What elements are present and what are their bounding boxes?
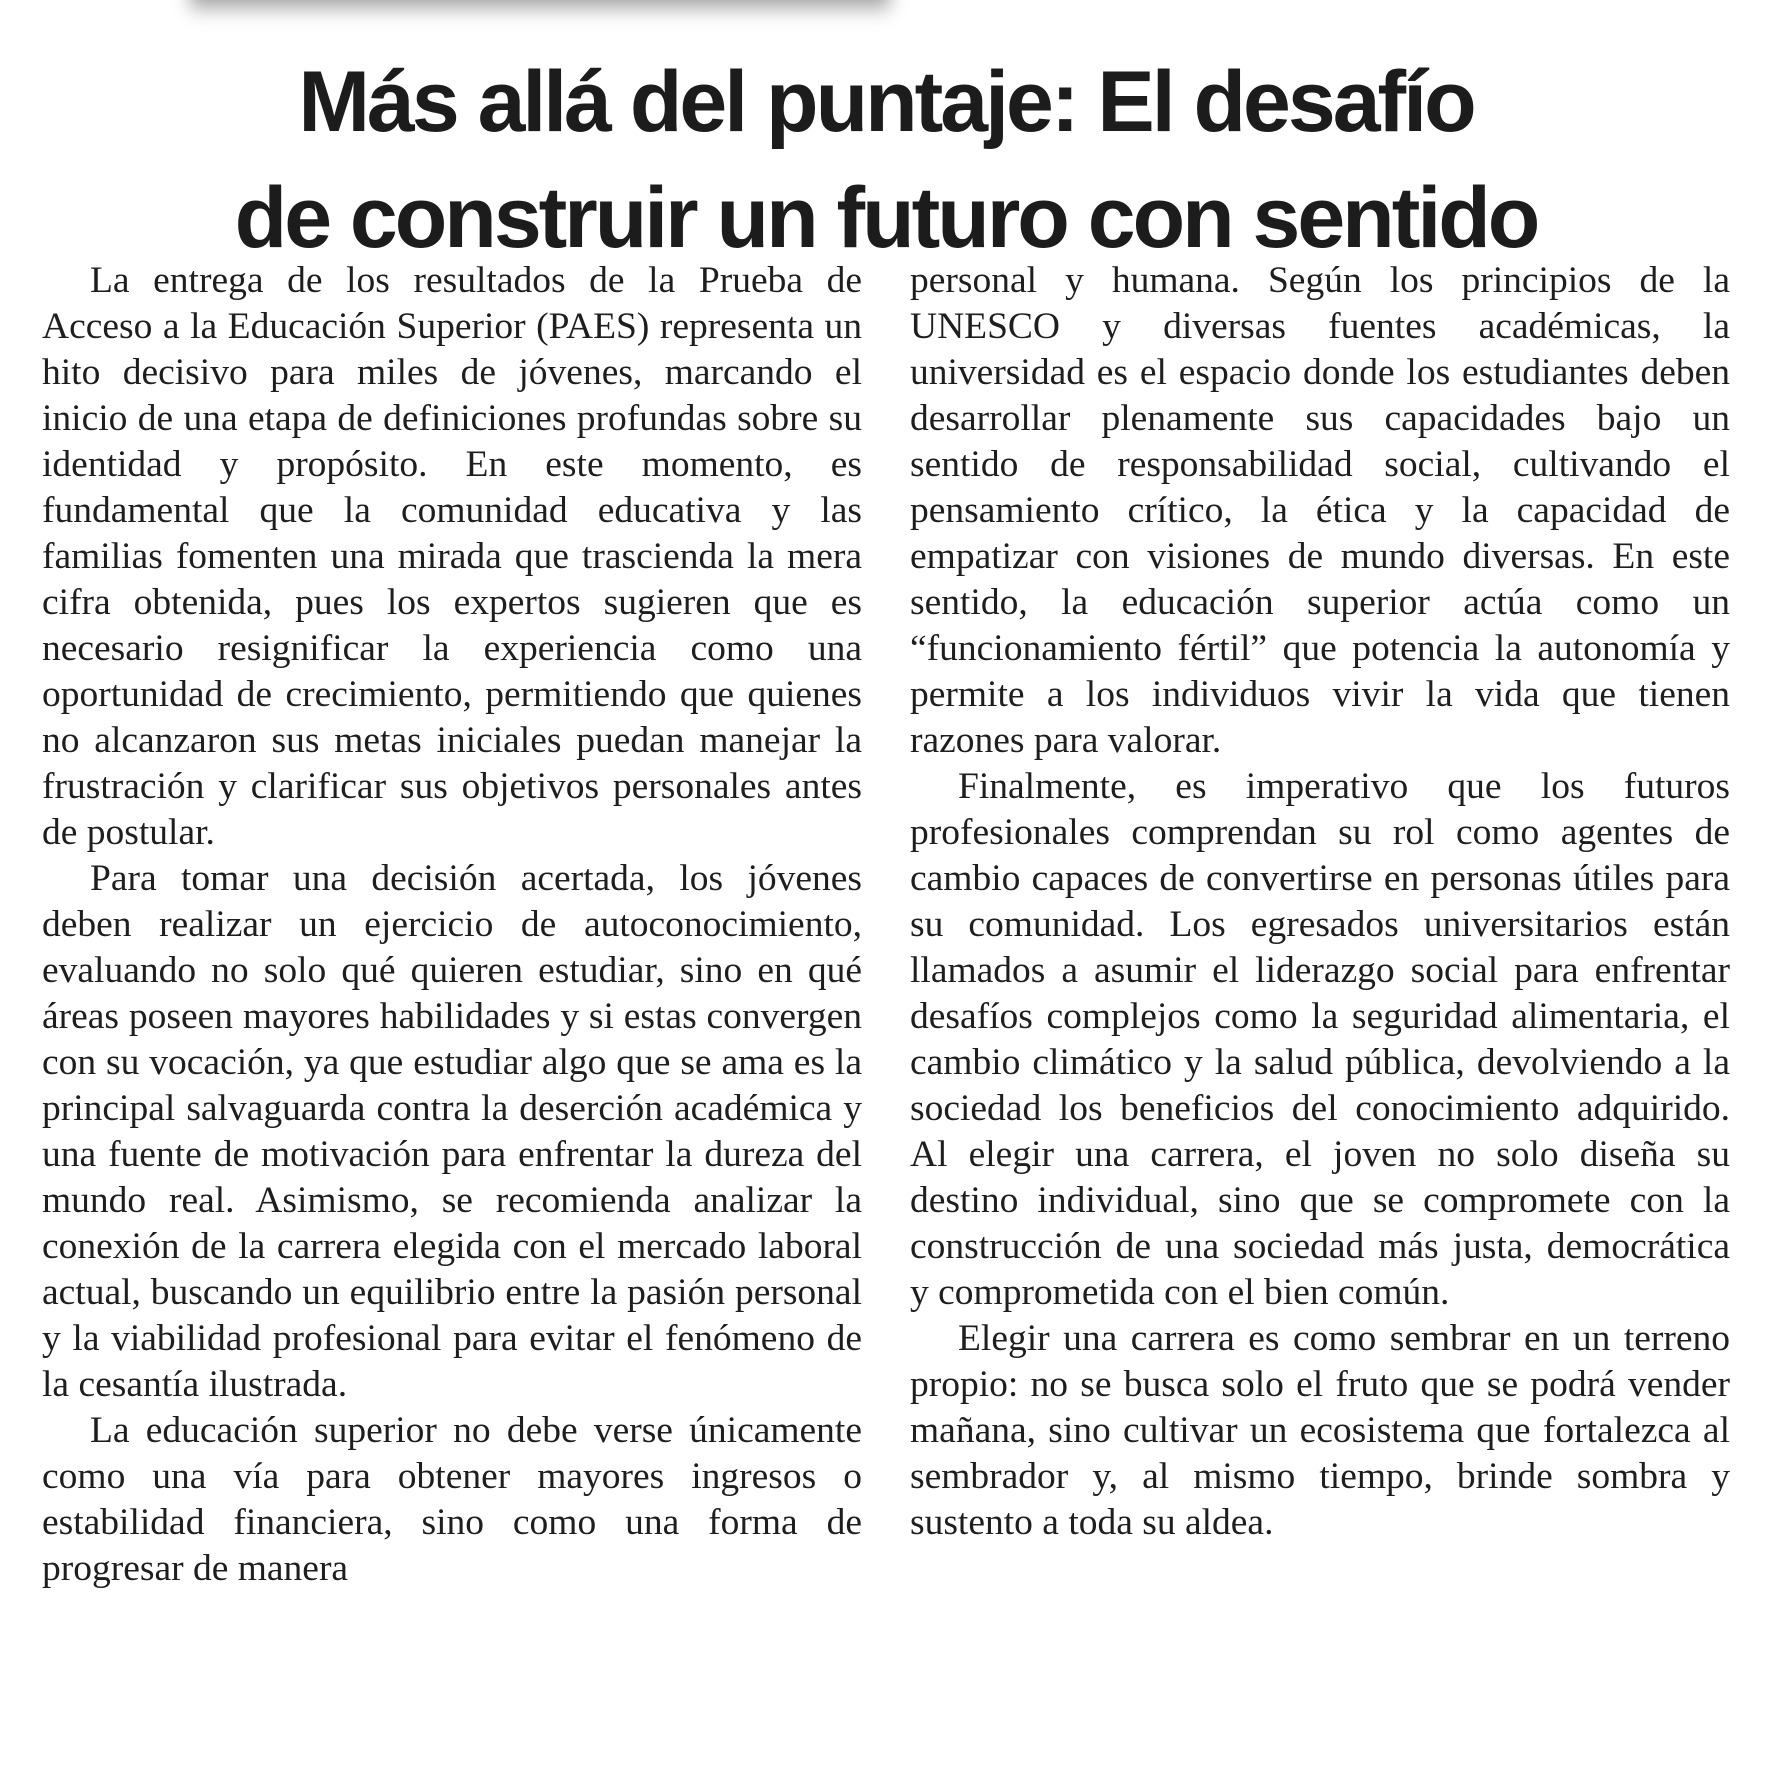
paragraph-3: La educación superior no debe verse únicamente como una vía para obtener mayores ingresos o estabilidad financiera, sino como una forma de progresar de manera	[42, 1410, 862, 1589]
paragraph-2: Para tomar una decisión acertada, los jóvenes deben realizar un ejercicio de autoconocimiento, evaluando no solo qué quieren estudiar, sino en qué áreas poseen mayores habilidades y si estas convergen con su vocación, ya que estudiar algo que se ama es la principal salvaguarda contra la deserción académica y una fuente de motivación para enfrentar la dureza del mundo real. Asimismo, se recomienda analizar la conexión de la carrera elegida con el mercado laboral actual, buscando un equilibrio entre la pasión personal y la viabilidad profesional para evitar el fenómeno de la cesantía ilustrada.	[42, 858, 862, 1405]
paragraph-4: Finalmente, es imperativo que los futuros profesionales comprendan su rol como agentes de cambio capaces de convertirse en personas útiles para su comunidad. Los egresados universitarios están llamados a asumir el liderazgo social para enfrentar desafíos complejos como la seguridad alimentaria, el cambio climático y la salud pública, devolviendo a la sociedad los beneficios del conocimiento adquirido. Al elegir una carrera, el joven no solo diseña su destino individual, sino que se compromete con la construcción de una sociedad más justa, democrática y comprometida con el bien común.	[910, 766, 1730, 1313]
headline-line-2: de construir un futuro con sentido	[234, 170, 1538, 266]
paragraph-1: La entrega de los resultados de la Prueba de Acceso a la Educación Superior (PAES) representa un hito decisivo para miles de jóvenes, marcando el inicio de una etapa de definiciones profundas sobre su identidad y propósito. En este momento, es fundamental que la comunidad educativa y las familias fomenten una mirada que trascienda la mera cifra obtenida, pues los expertos sugieren que es necesario resignificar la experiencia como una oportunidad de crecimiento, permitiendo que quienes no alcanzaron sus metas iniciales puedan manejar la frustración y clarificar sus objetivos personales antes de postular.	[42, 260, 862, 853]
article-column-left	[42, 258, 862, 1592]
cropped-section-header	[190, 0, 890, 16]
article-headline	[0, 44, 1772, 276]
paragraph-3-continued: personal y humana. Según los principios de la UNESCO y diversas fuentes académicas, la universidad es el espacio donde los estudiantes deben desarrollar plenamente sus capacidades bajo un sentido de responsabilidad social, cultivando el pensamiento crítico, la ética y la capacidad de empatizar con visiones de mundo diversas. En este sentido, la educación superior actúa como un “funcionamiento fértil” que potencia la autonomía y permite a los individuos vivir la vida que tienen razones para valorar.	[910, 260, 1730, 761]
headline-line-1: Más allá del puntaje: El desafío	[298, 54, 1474, 150]
article-column-right	[910, 258, 1730, 1546]
paragraph-5: Elegir una carrera es como sembrar en un terreno propio: no se busca solo el fruto que se podrá vender mañana, sino cultivar un ecosistema que fortalezca al sembrador y, al mismo tiempo, brinde sombra y sustento a toda su aldea.	[910, 1318, 1730, 1543]
